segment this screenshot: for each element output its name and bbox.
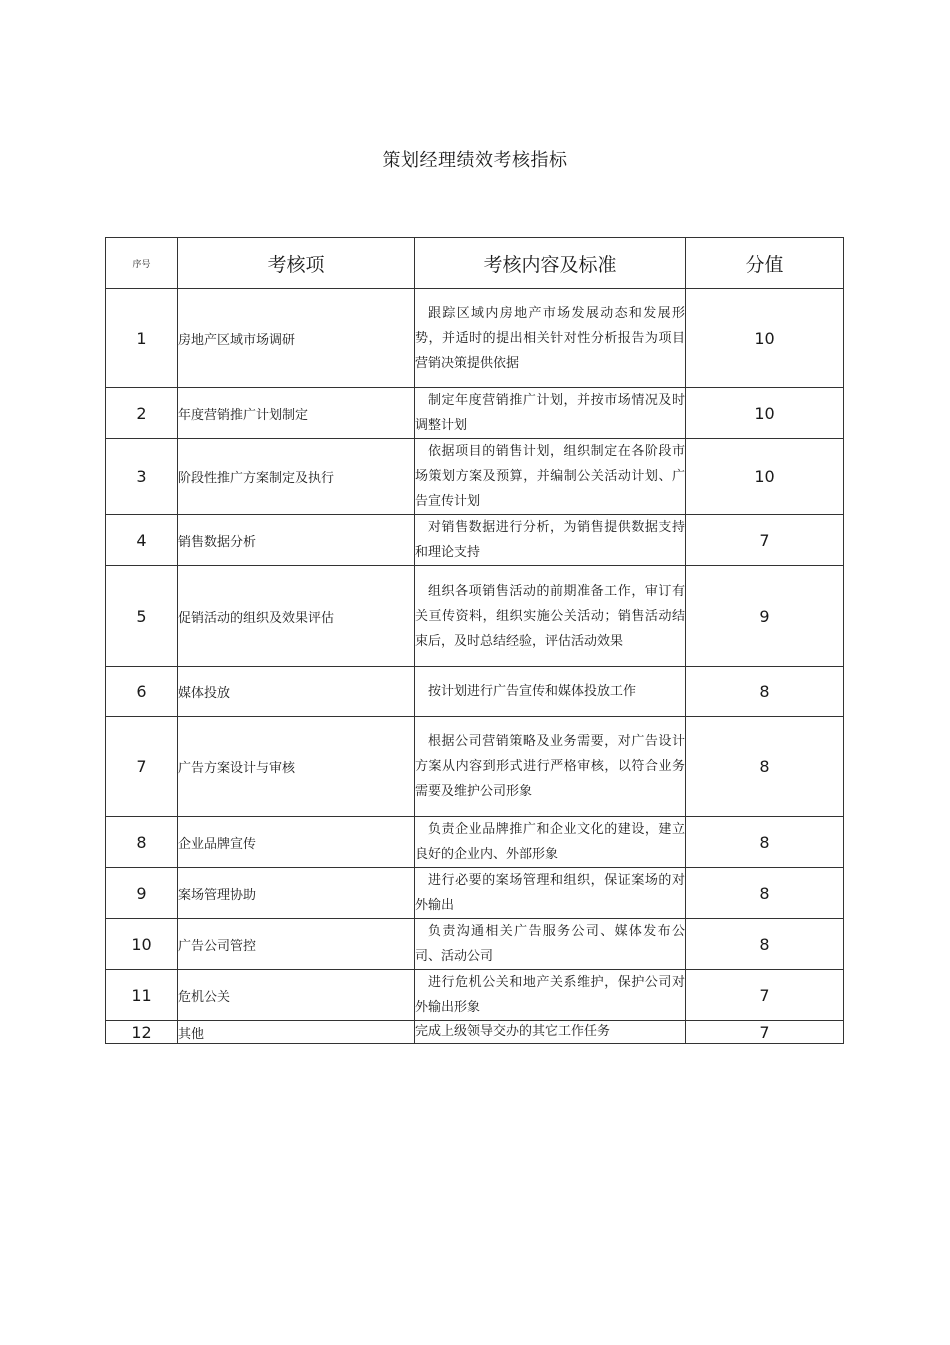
- row-content-text: 完成上级领导交办的其它工作任务: [415, 1024, 611, 1039]
- row-content: [415, 717, 686, 817]
- table-row: [106, 1021, 844, 1044]
- row-content: [415, 388, 686, 439]
- row-score: 8: [686, 868, 844, 919]
- row-item: 广告公司管控: [178, 919, 415, 970]
- row-content: [415, 667, 686, 717]
- row-content-text: 跟踪区域内房地产市场发展动态和发展形势，并适时的提出相关针对性分析报告为项目营销决策提供依据: [415, 305, 685, 371]
- row-item: 媒体投放: [178, 667, 415, 717]
- row-score: 10: [686, 388, 844, 439]
- row-content: [415, 817, 686, 868]
- row-content: [415, 919, 686, 970]
- row-content-text: 依据项目的销售计划，组织制定在各阶段市场策划方案及预算，并编制公关活动计划、广告宣传计划: [415, 444, 685, 509]
- row-content: [415, 289, 686, 388]
- row-content: [415, 970, 686, 1021]
- row-item: 其他: [178, 1021, 415, 1044]
- row-item: 危机公关: [178, 970, 415, 1021]
- row-content-text: 制定年度营销推广计划，并按市场情况及时调整计划: [415, 393, 685, 433]
- row-content-text: 负责沟通相关广告服务公司、媒体发布公司、活动公司: [415, 924, 685, 964]
- row-score: 8: [686, 717, 844, 817]
- row-content-text: 进行必要的案场管理和组织，保证案场的对外输出: [415, 873, 685, 913]
- table-row: [106, 515, 844, 566]
- row-score: 8: [686, 919, 844, 970]
- row-content: [415, 439, 686, 515]
- header-no: 序号: [106, 238, 178, 289]
- table-row: [106, 868, 844, 919]
- table-row: [106, 817, 844, 868]
- row-content-text: 根据公司营销策略及业务需要，对广告设计方案从内容到形式进行严格审核，以符合业务需要及维护公司形象: [415, 734, 685, 799]
- row-no: 11: [106, 970, 178, 1021]
- row-no: 8: [106, 817, 178, 868]
- row-item: 房地产区域市场调研: [178, 289, 415, 388]
- row-no: 10: [106, 919, 178, 970]
- row-no: 3: [106, 439, 178, 515]
- row-item: 销售数据分析: [178, 515, 415, 566]
- row-no: 6: [106, 667, 178, 717]
- row-item: 促销活动的组织及效果评估: [178, 566, 415, 667]
- row-score: 10: [686, 439, 844, 515]
- header-content: 考核内容及标准: [415, 238, 686, 289]
- row-content-text: 对销售数据进行分析，为销售提供数据支持和理论支持: [415, 520, 685, 560]
- header-item: 考核项: [178, 238, 415, 289]
- table-row: [106, 566, 844, 667]
- row-score: 8: [686, 817, 844, 868]
- row-item: 年度营销推广计划制定: [178, 388, 415, 439]
- row-no: 5: [106, 566, 178, 667]
- row-content: [415, 868, 686, 919]
- row-item: 广告方案设计与审核: [178, 717, 415, 817]
- row-no: 2: [106, 388, 178, 439]
- row-score: 10: [686, 289, 844, 388]
- row-score: 7: [686, 515, 844, 566]
- row-no: 1: [106, 289, 178, 388]
- kpi-table: [105, 237, 844, 1044]
- row-content-text: 组织各项销售活动的前期准备工作，审订有关亘传资料，组织实施公关活动；销售活动结束后，及时总结经验，评估活动效果: [415, 583, 685, 649]
- table-row: [106, 970, 844, 1021]
- row-content-text: 负责企业品牌推广和企业文化的建设，建立良好的企业内、外部形象: [415, 822, 685, 862]
- header-score: 分值: [686, 238, 844, 289]
- row-no: 4: [106, 515, 178, 566]
- table-row: [106, 667, 844, 717]
- table-row: [106, 289, 844, 388]
- table-row: [106, 717, 844, 817]
- row-no: 9: [106, 868, 178, 919]
- row-no: 7: [106, 717, 178, 817]
- row-content: [415, 1021, 686, 1044]
- row-score: 9: [686, 566, 844, 667]
- row-score: 7: [686, 1021, 844, 1044]
- row-item: 阶段性推广方案制定及执行: [178, 439, 415, 515]
- table-row: [106, 919, 844, 970]
- row-content: [415, 566, 686, 667]
- row-content: [415, 515, 686, 566]
- table-header-row: [106, 238, 844, 289]
- row-no: 12: [106, 1021, 178, 1044]
- row-content-text: 按计划进行广告宣传和媒体投放工作: [428, 684, 637, 699]
- row-item: 案场管理协助: [178, 868, 415, 919]
- row-item: 企业品牌宣传: [178, 817, 415, 868]
- row-content-text: 进行危机公关和地产关系维护，保护公司对外输出形象: [415, 975, 685, 1015]
- row-score: 7: [686, 970, 844, 1021]
- table-row: [106, 388, 844, 439]
- row-score: 8: [686, 667, 844, 717]
- page-title: 策划经理绩效考核指标: [382, 150, 568, 171]
- table-row: [106, 439, 844, 515]
